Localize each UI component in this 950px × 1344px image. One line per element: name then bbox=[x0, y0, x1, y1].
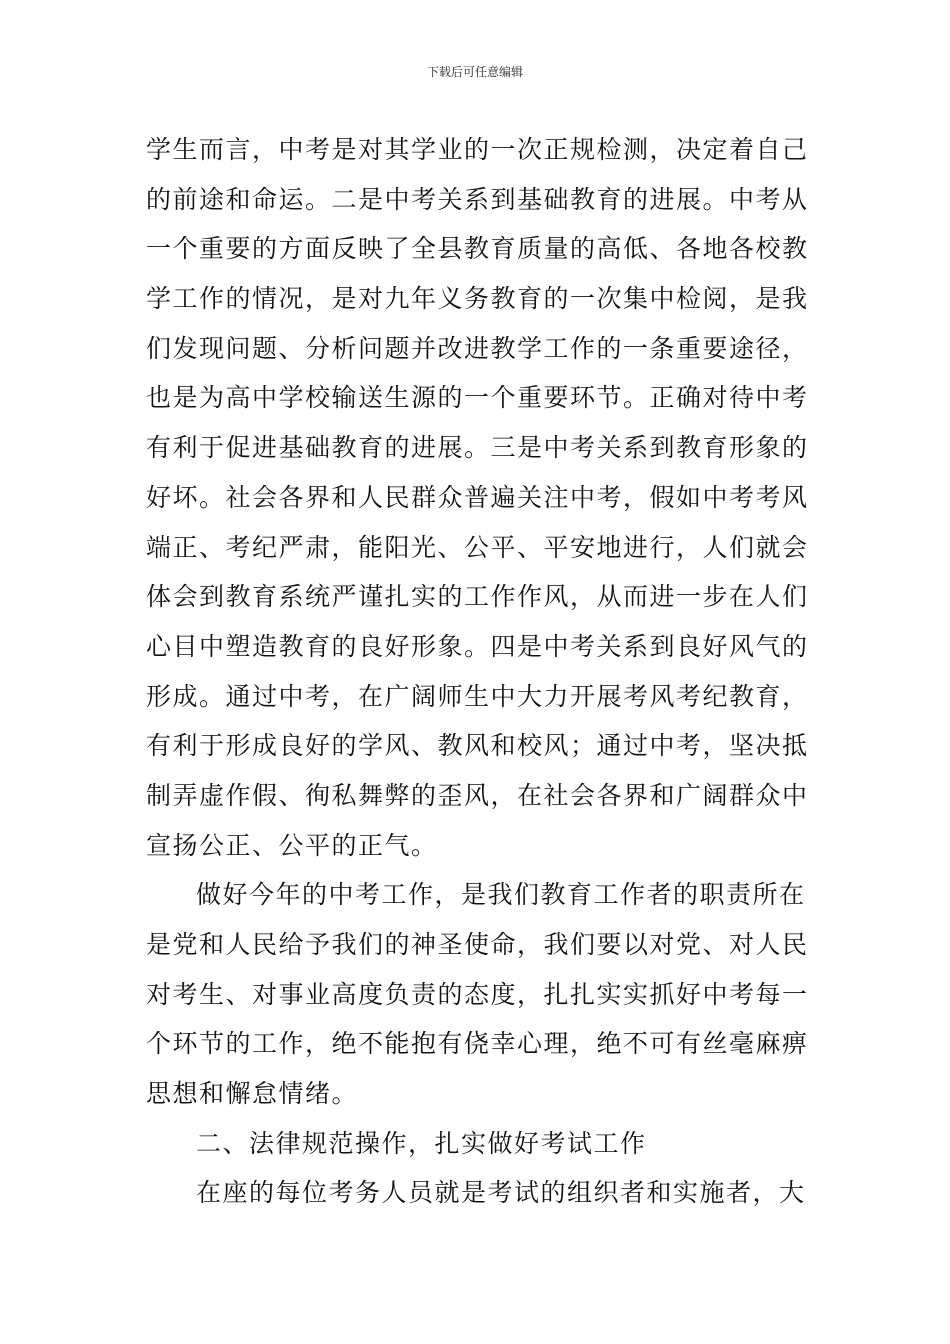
paragraph-start-line: 做好今年的中考工作，是我们教育工作者的职责所在 bbox=[196, 880, 806, 910]
text-line: 也是为高中学校输送生源的一个重要环节。正确对待中考 bbox=[146, 383, 809, 413]
text-line: 有利于形成良好的学风、教风和校风；通过中考，坚决抵 bbox=[146, 731, 809, 761]
text-line: 是党和人民给予我们的神圣使命，我们要以对党、对人民 bbox=[146, 930, 809, 959]
text-line: 有利于促进基础教育的进展。三是中考关系到教育形象的 bbox=[146, 433, 809, 463]
text-line: 思想和懈怠情绪。 bbox=[146, 1079, 359, 1109]
text-line: 学生而言，中考是对其学业的一次正规检测，决定着自己 bbox=[146, 135, 809, 164]
text-line: 个环节的工作，绝不能抱有侥幸心理，绝不可有丝毫麻痹 bbox=[146, 1029, 809, 1059]
text-line: 端正、考纪严肃，能阳光、公平、平安地进行，人们就会 bbox=[146, 532, 809, 562]
text-line: 制弄虚作假、徇私舞弊的歪风，在社会各界和广阔群众中 bbox=[146, 780, 809, 810]
text-line: 的前途和命运。二是中考关系到基础教育的进展。中考从 bbox=[146, 184, 809, 214]
text-line: 宣扬公正、公平的正气。 bbox=[146, 830, 438, 860]
text-line: 对考生、对事业高度负责的态度，扎扎实实抓好中考每一 bbox=[146, 979, 809, 1009]
text-line: 一个重要的方面反映了全县教育质量的高低、各地各校教 bbox=[146, 234, 809, 264]
text-line: 们发现问题、分析问题并改进教学工作的一条重要途径， bbox=[146, 333, 809, 363]
text-line: 体会到教育系统严谨扎实的工作作风，从而进一步在人们 bbox=[146, 582, 809, 612]
text-line: 学工作的情况，是对九年义务教育的一次集中检阅，是我 bbox=[146, 284, 809, 314]
paragraph-start-line: 在座的每位考务人员就是考试的组织者和实施者，大 bbox=[196, 1178, 806, 1208]
section-heading: 二、法律规范操作，扎实做好考试工作 bbox=[196, 1128, 647, 1158]
document-body bbox=[146, 125, 809, 1218]
text-line: 好坏。社会各界和人民群众普遍关注中考，假如中考考风 bbox=[146, 482, 809, 512]
page-header: 下载后可任意编辑 bbox=[426, 65, 523, 79]
text-line: 心目中塑造教育的良好形象。四是中考关系到良好风气的 bbox=[146, 631, 809, 661]
text-line: 形成。通过中考，在广阔师生中大力开展考风考纪教育， bbox=[146, 681, 809, 711]
